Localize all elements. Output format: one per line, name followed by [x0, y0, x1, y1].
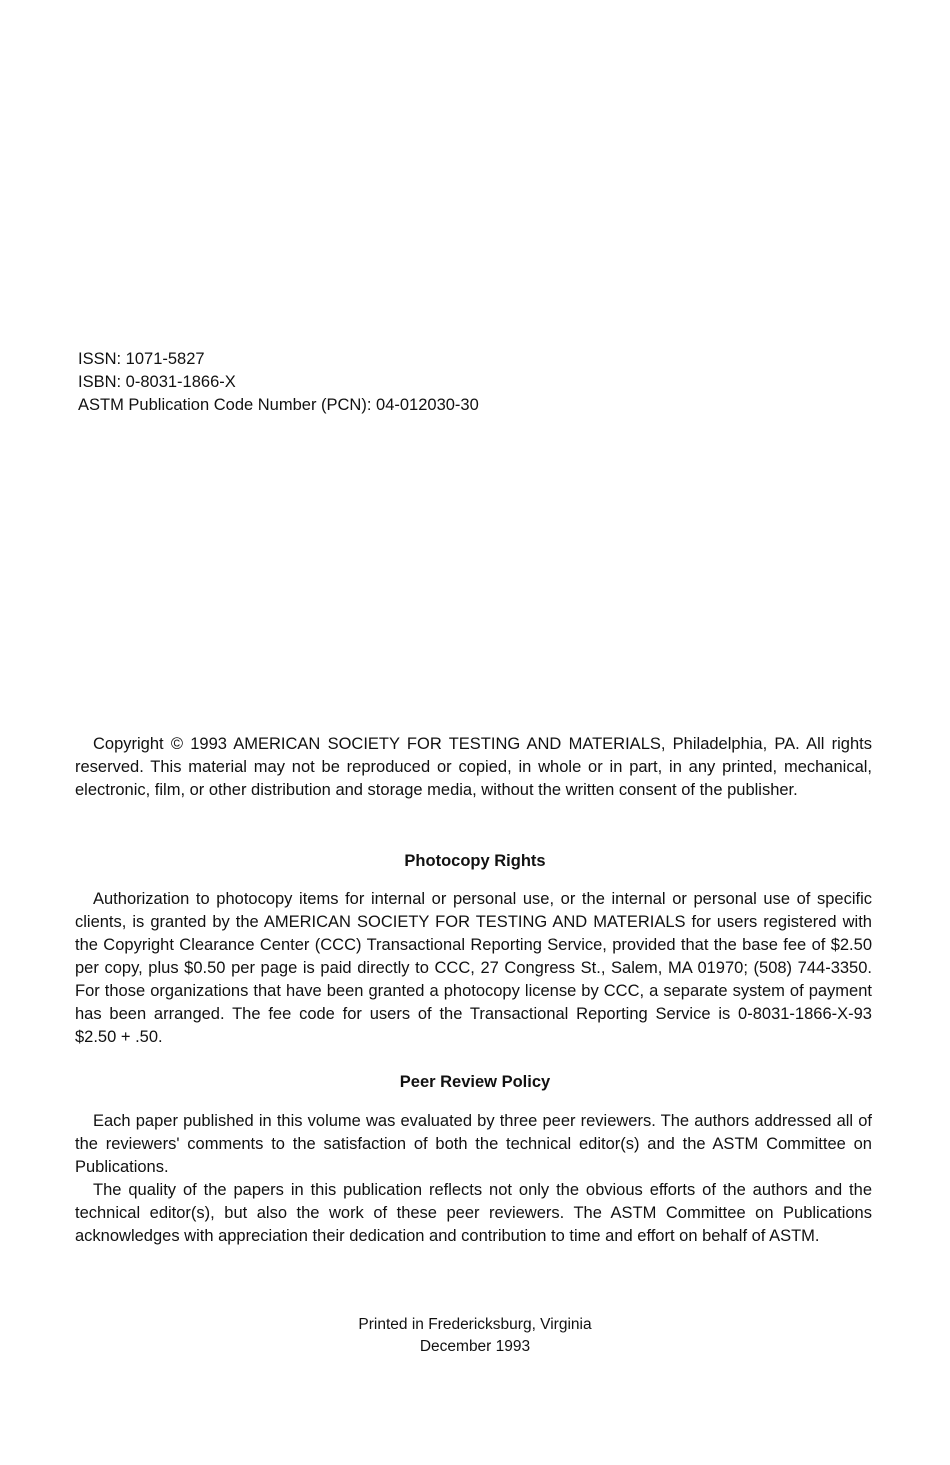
- pcn-line: ASTM Publication Code Number (PCN): 04-012030-30: [78, 396, 479, 414]
- printed-date: December 1993: [419, 1338, 531, 1355]
- issn-line: ISSN: 1071-5827: [78, 350, 205, 368]
- photocopy-rights-section: [75, 888, 872, 1049]
- printed-location: Printed in Fredericksburg, Virginia: [358, 1316, 592, 1333]
- photocopy-rights-heading: Photocopy Rights: [404, 852, 546, 870]
- peer-review-section: [75, 1110, 872, 1248]
- copyright-notice: [75, 733, 872, 802]
- copyright-paragraph: Copyright © 1993 AMERICAN SOCIETY FOR TESTING AND MATERIALS, Philadelphia, PA. All rights reserved. This material may not be reproduced or copied, in whole or in part, in any printed, mechanical, electronic, film, or other distribution and storage media, without the written consent of the publisher.: [75, 735, 872, 799]
- photocopy-paragraph: Authorization to photocopy items for internal or personal use, or the internal or personal use of specific clients, is granted by the AMERICAN SOCIETY FOR TESTING AND MATERIALS for users registered with the Copyright Clearance Center (CCC) Transactional Reporting Service, provided that the base fee of $2.50 per copy, plus $0.50 per page is paid directly to CCC, 27 Congress St., Salem, MA 01970; (508) 744-3350. For those organizations that have been granted a photocopy license by CCC, a separate system of payment has been arranged. The fee code for users of the Transactional Reporting Service is 0-8031-1866-X-93 $2.50 + .50.: [75, 890, 872, 1046]
- isbn-line: ISBN: 0-8031-1866-X: [78, 373, 236, 391]
- peer-review-paragraph-2: The quality of the papers in this publication reflects not only the obvious efforts of the authors and the technical editor(s), but also the work of these peer reviewers. The ASTM Committee on Publications acknowledges with appreciation their dedication and contribution to time and effort on behalf of ASTM.: [75, 1181, 872, 1245]
- identifier-block: [78, 348, 479, 417]
- printing-info: [0, 1314, 950, 1358]
- peer-review-heading: Peer Review Policy: [399, 1073, 551, 1091]
- peer-review-paragraph-1: Each paper published in this volume was evaluated by three peer reviewers. The authors addressed all of the reviewers' comments to the satisfaction of both the technical editor(s) and the ASTM Committee on Publications.: [75, 1112, 872, 1176]
